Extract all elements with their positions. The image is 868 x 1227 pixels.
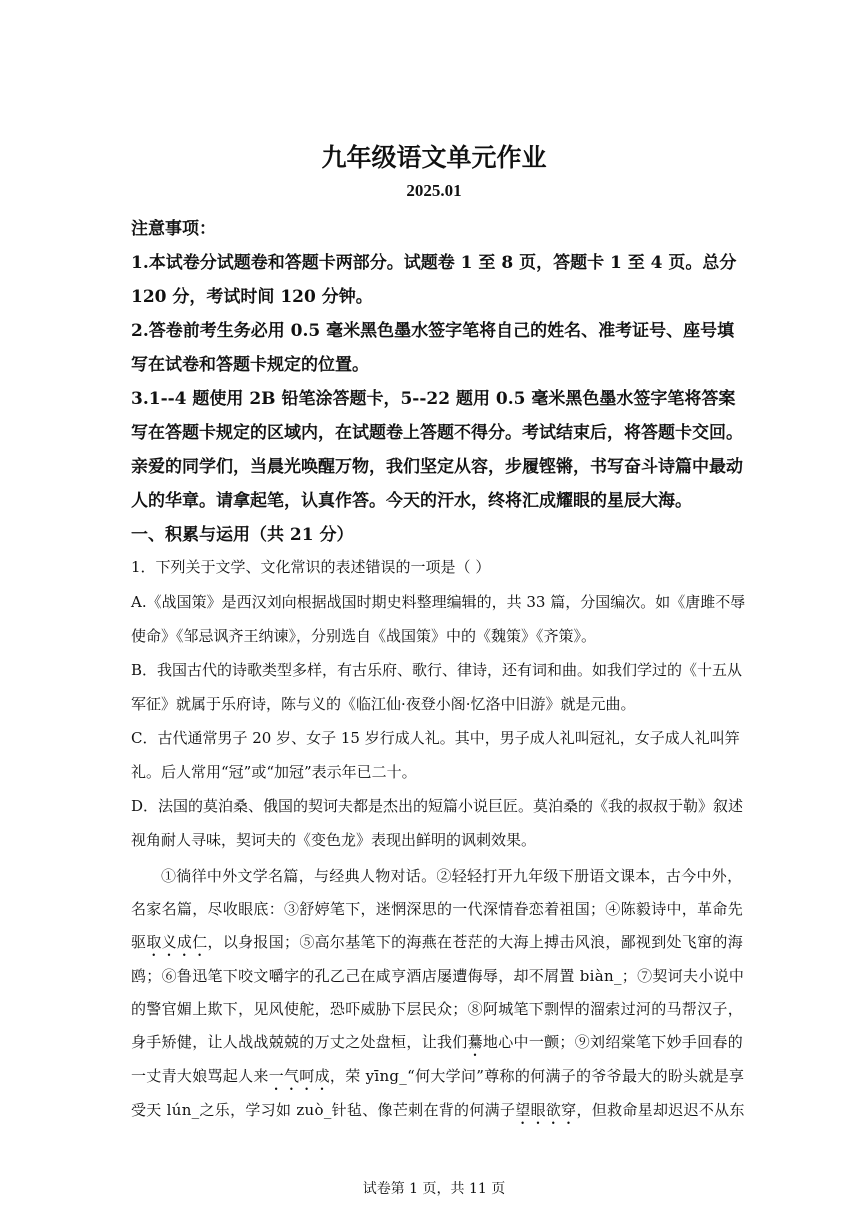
dotted-word: 取义成仁 bbox=[146, 933, 208, 951]
page-title: 九年级语文单元作业 bbox=[321, 143, 547, 172]
question-1-stem: 1．下列关于文学、文化常识的表述错误的一项是（ ） bbox=[131, 558, 491, 576]
dotted-word: 一气呵成 bbox=[268, 1067, 330, 1085]
notice-item-1: 1.本试卷分试题卷和答题卡两部分。试题卷 1 至 8 页，答题卡 1 至 4 页。总分 120 分，考试时间 120 分钟。 bbox=[131, 253, 737, 307]
notice-item-2: 2.答卷前考生务必用 0.5 毫米黑色墨水签字笔将自己的姓名、准考证号、座号填写在试卷和答题卡规定的位置。 bbox=[131, 321, 735, 375]
page-footer: 试卷第 1 页，共 11 页 bbox=[362, 1181, 506, 1197]
option-d: D．法国的莫泊桑、俄国的契诃夫都是杰出的短篇小说巨匠。莫泊桑的《我的叔叔于勒》叙述视角耐人寻味，契诃夫的《变色龙》表现出鲜明的讽刺效果。 bbox=[131, 797, 744, 849]
option-c: C．古代通常男子 20 岁、女子 15 岁行成人礼。其中，男子成人礼叫冠礼，女子成人礼叫笄礼。后人常用“冠”或“加冠”表示年已二十。 bbox=[131, 729, 740, 781]
option-b: B．我国古代的诗歌类型多样，有古乐府、歌行、律诗，还有词和曲。如我们学过的《十五从军征》就属于乐府诗，陈与义的《临江仙·夜登小阁·忆洛中旧游》就是元曲。 bbox=[131, 661, 743, 713]
notice-item-3: 3.1--4 题使用 2B 铅笔涂答题卡，5--22 题用 0.5 毫米黑色墨水签字笔将答案写在答题卡规定的区域内，在试题卷上答题不得分。考试结束后，将答题卡交回。 bbox=[131, 389, 743, 443]
notice-heading: 注意事项： bbox=[131, 219, 216, 239]
passage-text: ，荣 yīng_“何大学问”尊称的何满子的爷爷最大的盼头就是享受天 lún_之乐，学习如 zuò_针毡、像芒刺在背的何满子 bbox=[131, 1067, 745, 1119]
dotted-word: 驀 bbox=[467, 1033, 483, 1051]
passage-text: ①徜徉中外文学名篇，与经典人物对话。②轻轻打开九年级下册语文课本，古今中外，名家名篇，尽收眼底：③舒婷笔下，迷惘深思的一代深情眷恋着祖国；④陈毅诗中，革命先驱 bbox=[131, 867, 744, 951]
option-a: A.《战国策》是西汉刘向根据战国时期史料整理编辑的，共 33 篇，分国编次。如《唐雎不辱使命》《邹忌讽齐王纳谏》，分别选自《战国策》中的《魏策》《齐策》。 bbox=[131, 593, 746, 645]
passage-text: ，以身报国；⑤高尔基笔下的海燕在苍茫的大海上搏击风浪，鄙视到处飞窜的海鸥；⑥鲁迅笔下咬文嚼字的孔乙己在咸亨酒店屡遭侮辱，却不屑置 biàn_；⑦契诃夫小说中的警官媚上欺下，见风使舵，恐吓威胁下层民众；⑧阿城笔下剽悍的溜索过河的马帮汉子，身手矫健，让人战战兢兢的万丈之处盘桓，让我们 bbox=[131, 933, 745, 1051]
exam-date: 2025.01 bbox=[406, 181, 462, 200]
passage-text: ，但救命星却迟迟不从东 bbox=[576, 1101, 745, 1119]
reading-passage bbox=[131, 860, 749, 1128]
encouragement-text: 亲爱的同学们，当晨光唤醒万物，我们坚定从容，步履铿锵，书写奋斗诗篇中最动人的华章。请拿起笔，认真作答。今天的汗水，终将汇成耀眼的星辰大海。 bbox=[131, 457, 743, 511]
passage-text: 地心中一颤；⑨刘绍棠笔下妙手回春的一丈青大娘骂起人来 bbox=[131, 1033, 744, 1085]
section-heading: 一、积累与运用（共 21 分） bbox=[131, 525, 354, 545]
dotted-word: 望眼欲穿 bbox=[515, 1101, 577, 1119]
